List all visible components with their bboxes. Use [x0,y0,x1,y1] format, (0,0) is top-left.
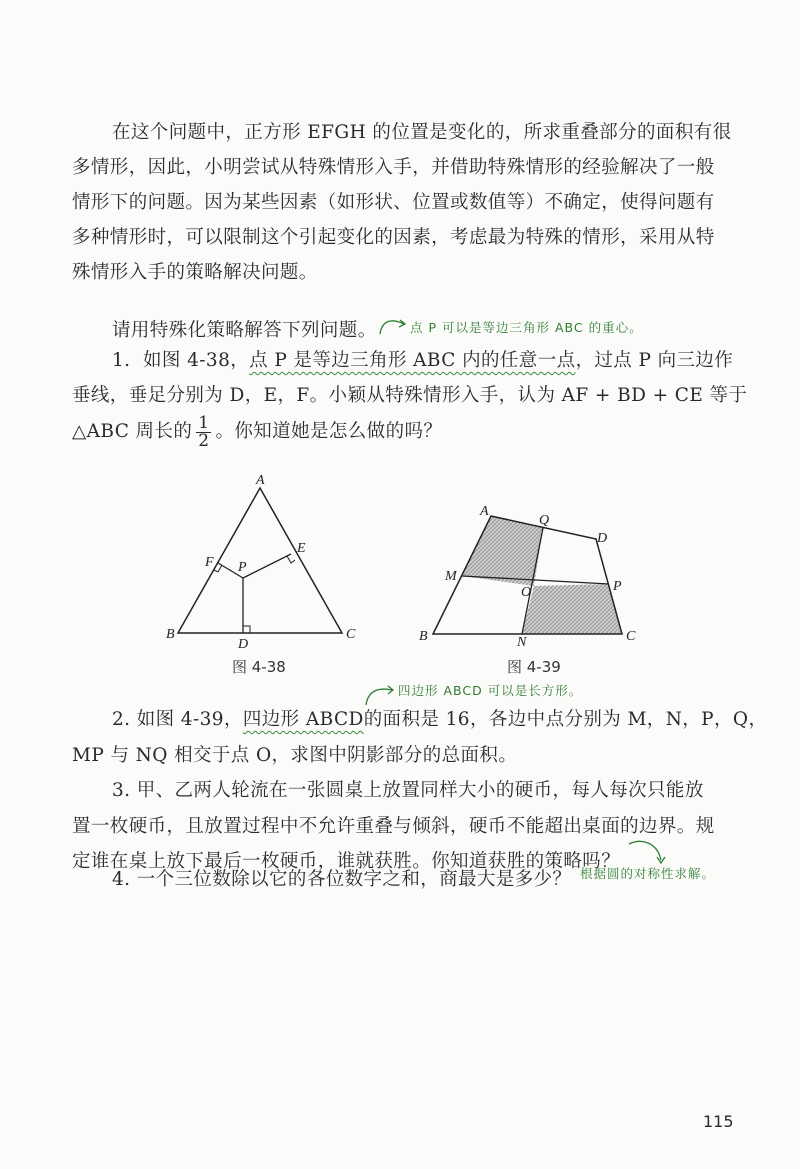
annotation-arrow-1 [378,314,410,336]
fig439-label-N: N [517,635,527,650]
triangle-abc [178,488,342,633]
fig439-label-Q: Q [539,513,550,528]
intro-paragraph: 在这个问题中，正方形 EFGH 的位置是变化的，所求重叠部分的面积有很多情形，因此，小明尝试从特殊情形入手，并借助特殊情形的经验解决了一般情形下的问题。因为某些因素（如形状、位置或数值等）不确定，使得问题有多种情形时，可以限制这个引起变化的因素，考虑最为特殊的情形，采用从特殊情形入手的策略解决问题。 [72,122,732,283]
fig439-label-C: C [626,629,636,644]
shaded-region-opcn [522,584,622,634]
figure-4-38-caption: 图 4-38 [232,658,286,676]
fig438-label-D: D [238,637,249,650]
annotation-note-2: 四边形 ABCD 可以是长方形。 [398,683,583,698]
figure-4-39-caption: 图 4-39 [507,658,561,676]
question-3-line-1: 3. 甲、乙两人轮流在一张圆桌上放置同样大小的硬币，每人每次只能放 [112,780,704,801]
question-2-line-1: 2. 如图 4-39，四边形 ABCD的面积是 16，各边中点分别为 M，N，P，Q， [112,709,768,730]
annotation-note-1: 点 P 可以是等边三角形 ABC 的重心。 [410,320,643,335]
question-3-line-3: 定谁在桌上放下最后一枚硬币，谁就获胜。你知道获胜的策略吗？ [72,851,621,872]
fig438-label-F: F [205,555,214,570]
fig439-label-P: P [613,579,622,594]
question-1-line-2: 垂线，垂足分别为 D，E，F。小颖从特殊情形入手，认为 AF + BD + CE 等于 [72,385,748,406]
question-3-line-2: 置一枚硬币，且放置过程中不允许重叠与倾斜，硬币不能超出桌面的边界。规 [72,816,715,837]
fig438-label-A: A [256,473,265,488]
fig439-label-M: M [445,569,457,584]
question-4: 4. 一个三位数除以它的各位数字之和，商最大是多少？ [112,869,572,890]
figure-4-38 [160,470,370,650]
fig438-label-C: C [346,627,356,642]
fig438-label-B: B [166,627,175,642]
fig439-label-O: O [521,585,532,600]
page-number: 115 [703,1112,734,1131]
fraction-one-half: $\frac{1}{2}$ [198,412,210,451]
fig439-label-D: D [597,531,608,546]
question-1-line-3: △ABC 周长的 $\frac{1}{2}$ 。你知道她是怎么做的吗？ [72,412,443,451]
question-2-line-2: MP 与 NQ 相交于点 O，求图中阴影部分的总面积。 [72,745,518,766]
task-lead: 请用特殊化策略解答下列问题。 [112,320,377,341]
figure-4-39 [415,500,645,650]
fig439-label-B: B [419,629,428,644]
fig439-label-A: A [480,504,489,519]
q1-underlined-phrase: 点 P 是等边三角形 ABC 内的任意一点 [249,350,576,371]
question-1-line-1: 1. 如图 4-38，点 P 是等边三角形 ABC 内的任意一点，过点 P 向三边作 [112,350,734,371]
annotation-note-3: 根据圆的对称性求解。 [580,866,716,881]
fig438-label-P: P [238,560,247,575]
fig438-label-E: E [297,541,306,556]
perp-pe [243,554,291,578]
q2-underlined-phrase: 四边形 ABCD [242,709,364,730]
segment-mp [462,576,609,584]
